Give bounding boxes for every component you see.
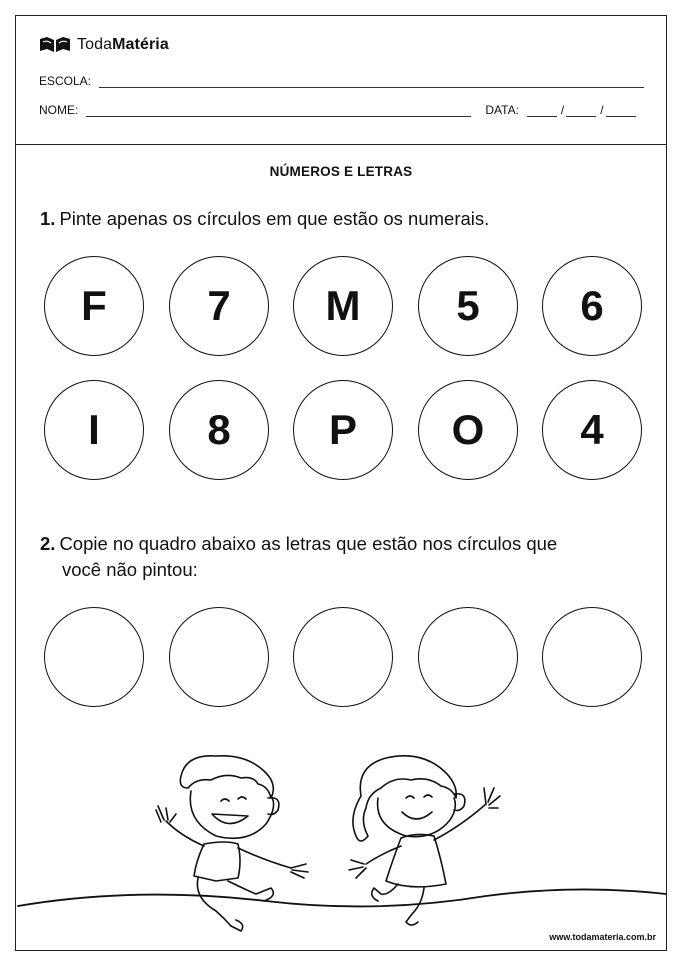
answer-circle[interactable] <box>418 607 518 707</box>
answer-circle[interactable] <box>44 607 144 707</box>
name-line[interactable] <box>86 104 471 117</box>
question-2-number: 2. <box>40 533 56 554</box>
question-1 <box>40 206 489 232</box>
circle-row2[interactable]: O <box>418 380 518 480</box>
circle-row1[interactable]: M <box>293 256 393 356</box>
circle-row1[interactable]: F <box>44 256 144 356</box>
question-1-number: 1. <box>40 208 56 229</box>
circle-row1[interactable]: 5 <box>418 256 518 356</box>
date-day-line[interactable] <box>527 104 557 117</box>
date-month-line[interactable] <box>566 104 596 117</box>
school-line[interactable] <box>99 75 644 88</box>
worksheet-header <box>16 16 666 145</box>
school-label: ESCOLA: <box>39 74 92 88</box>
worksheet-title: NÚMEROS E LETRAS <box>269 164 413 179</box>
question-2-text-line2: você não pintou: <box>62 559 198 580</box>
circle-row2[interactable]: 8 <box>169 380 269 480</box>
worksheet-page <box>15 15 667 951</box>
question-1-text: Pinte apenas os círculos em que estão os numerais. <box>59 208 490 229</box>
answer-circle[interactable] <box>293 607 393 707</box>
question-2 <box>40 531 557 583</box>
circle-row1[interactable]: 6 <box>542 256 642 356</box>
girl-figure <box>349 756 500 925</box>
book-logo-icon <box>39 36 71 54</box>
circle-row2[interactable]: 4 <box>542 380 642 480</box>
logo-text: TodaMatéria <box>77 36 169 53</box>
answer-circle[interactable] <box>542 607 642 707</box>
date-separator: / <box>560 103 565 117</box>
circle-row2[interactable]: I <box>44 380 144 480</box>
circle-row1[interactable]: 7 <box>169 256 269 356</box>
website-url: www.todamateria.com.br <box>549 932 656 942</box>
question-2-text-line1: Copie no quadro abaixo as letras que estão nos círculos que <box>59 533 558 554</box>
school-field <box>39 74 644 88</box>
date-year-line[interactable] <box>606 104 636 117</box>
children-jumping-illustration <box>16 736 668 946</box>
date-label: DATA: <box>485 103 519 117</box>
logo <box>39 36 169 54</box>
answer-circle[interactable] <box>169 607 269 707</box>
name-field <box>39 103 636 117</box>
circle-row2[interactable]: P <box>293 380 393 480</box>
name-label: NOME: <box>39 103 79 117</box>
date-separator: / <box>600 103 604 117</box>
boy-figure <box>156 756 308 931</box>
